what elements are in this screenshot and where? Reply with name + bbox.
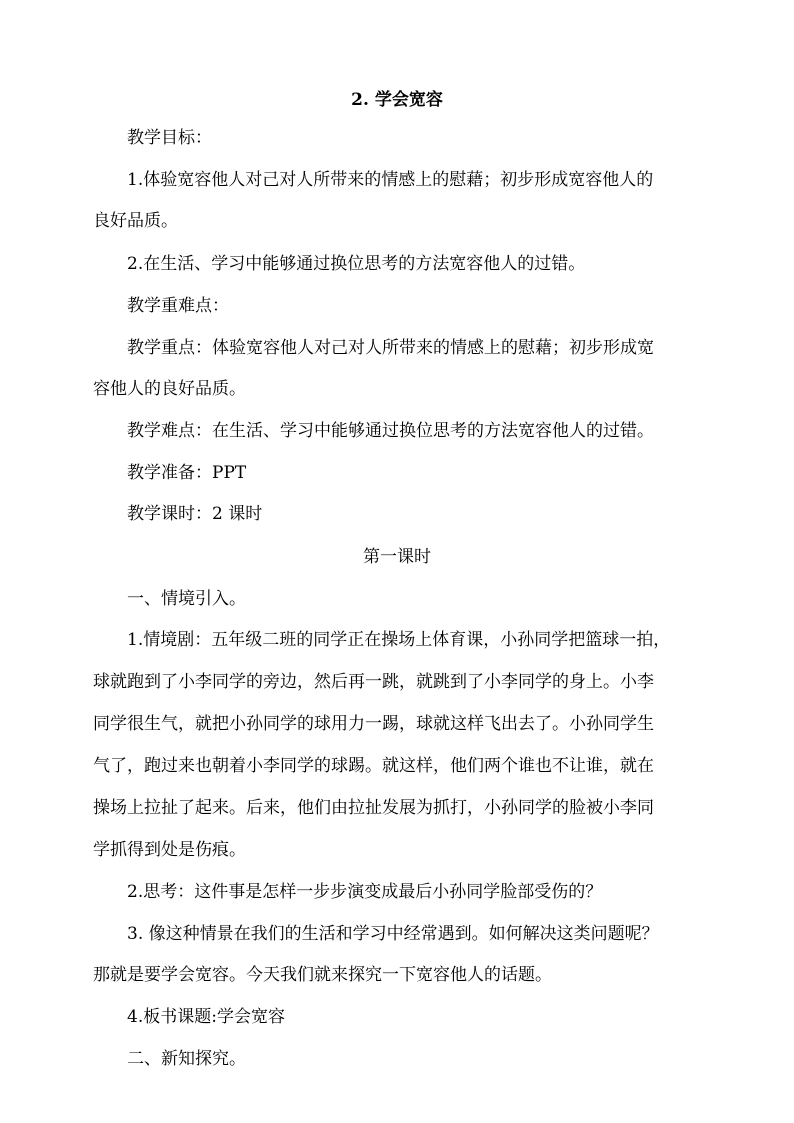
- text-line: 一、情境引入。: [127, 589, 246, 609]
- text-line: 2.思考：这件事是怎样一步步演变成最后小孙同学脸部受伤的？: [127, 882, 603, 902]
- text-line: 学抓得到处是伤痕。: [93, 840, 246, 860]
- text-line: 教学目标：: [127, 128, 212, 148]
- text-line: 1.情境剧：五年级二班的同学正在操场上体育课，小孙同学把篮球一拍，: [127, 630, 671, 650]
- text-line: 教学课时：2 课时: [127, 504, 263, 524]
- text-line: 教学重点：体验宽容他人对己对人所带来的情感上的慰藉；初步形成宽: [127, 338, 654, 358]
- text-line: 良好品质。: [93, 211, 178, 231]
- text-line: 球就跑到了小李同学的旁边，然后再一跳，就跳到了小李同学的身上。小李: [93, 672, 654, 692]
- section-heading: 第一课时: [363, 547, 431, 567]
- text-line: 气了，跑过来也朝着小李同学的球踢。就这样，他们两个谁也不让谁，就在: [93, 756, 654, 776]
- text-line: 同学很生气，就把小孙同学的球用力一踢，球就这样飞出去了。小孙同学生: [93, 714, 654, 734]
- text-line: 教学准备：PPT: [127, 463, 247, 483]
- text-line: 教学重难点：: [127, 296, 229, 316]
- document-title: 2. 学会宽容: [351, 90, 443, 110]
- text-line: 4.板书课题:学会宽容: [127, 1007, 285, 1027]
- text-line: 操场上拉扯了起来。后来，他们由拉扯发展为抓打，小孙同学的脸被小李同: [93, 798, 654, 818]
- text-line: 二、新知探究。: [127, 1049, 246, 1069]
- text-line: 容他人的良好品质。: [93, 379, 246, 399]
- text-line: 3. 像这种情景在我们的生活和学习中经常遇到。如何解决这类问题呢？: [127, 924, 659, 944]
- text-line: 1.体验宽容他人对己对人所带来的情感上的慰藉；初步形成宽容他人的: [127, 170, 654, 190]
- text-line: 教学难点：在生活、学习中能够通过换位思考的方法宽容他人的过错。: [127, 421, 654, 441]
- text-line: 2.在生活、学习中能够通过换位思考的方法宽容他人的过错。: [127, 254, 586, 274]
- text-line: 那就是要学会宽容。今天我们就来探究一下宽容他人的话题。: [93, 965, 552, 985]
